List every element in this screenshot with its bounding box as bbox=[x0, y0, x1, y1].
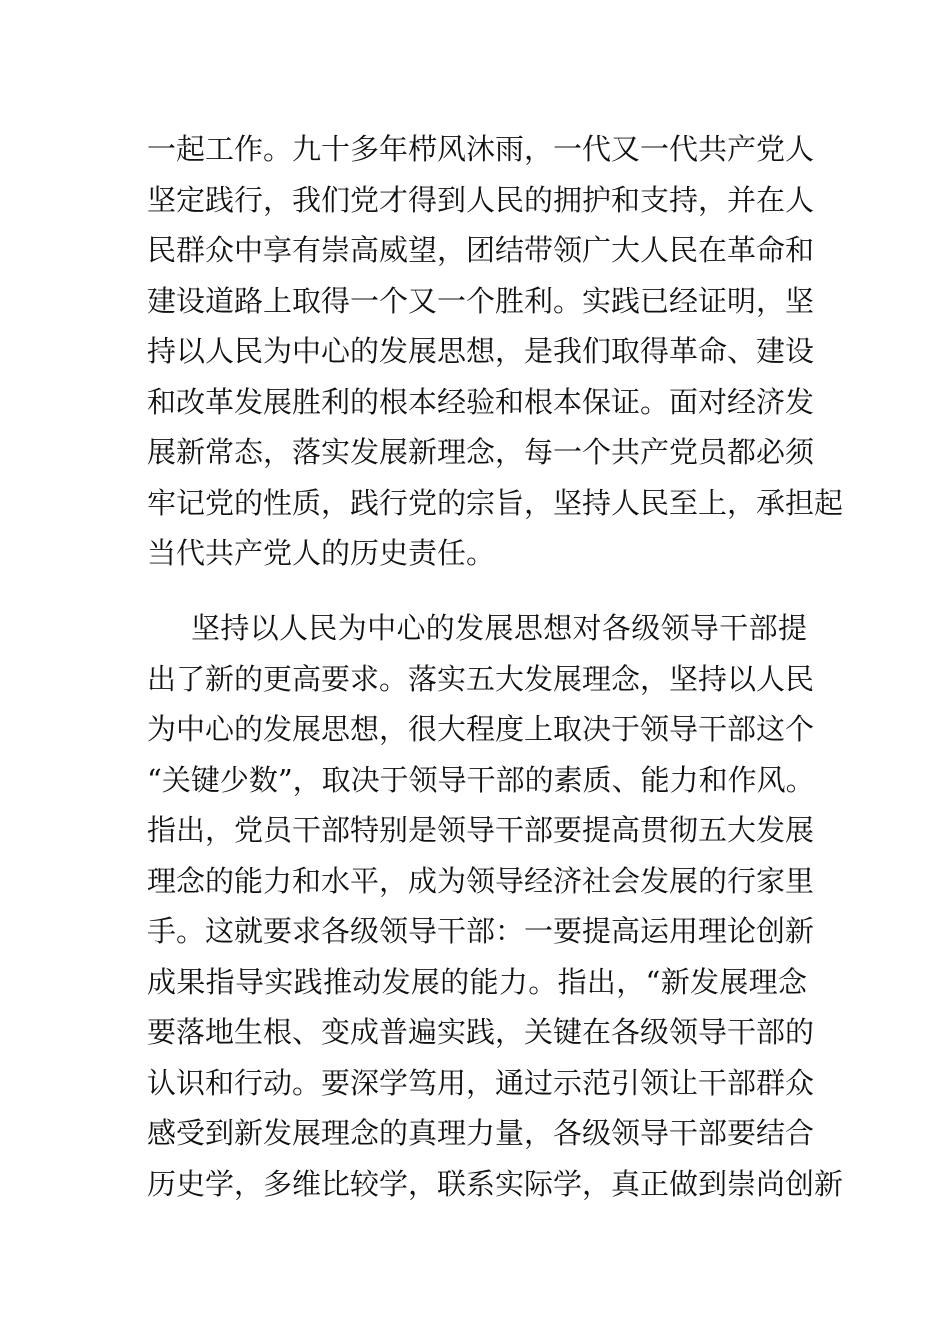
paragraph-line: 和改革发展胜利的根本经验和根本保证。面对经济发 bbox=[147, 384, 815, 419]
paragraph-line: 展新常态，落实发展新理念，每一个共产党员都必须 bbox=[147, 435, 815, 469]
paragraph-1 bbox=[147, 124, 844, 579]
paragraph-line: 民群众中享有崇高威望，团结带领广大人民在革命和 bbox=[147, 233, 815, 267]
paragraph-line: 认识和行动。要深学笃用，通过示范引领让干部群众 bbox=[147, 1065, 815, 1100]
paragraph-line: 指出，党员干部特别是领导干部要提高贯彻五大发展 bbox=[147, 813, 815, 847]
paragraph-line: 坚定践行，我们党才得到人民的拥护和支持，并在人 bbox=[147, 182, 815, 217]
paragraph-line: 坚持以人民为中心的发展思想对各级领导干部提 bbox=[191, 611, 807, 645]
paragraph-line: 出了新的更高要求。落实五大发展理念，坚持以人民 bbox=[147, 661, 815, 696]
paragraph-line: 理念的能力和水平，成为领导经济社会发展的行家里 bbox=[147, 863, 815, 898]
paragraph-line: 建设道路上取得一个又一个胜利。实践已经证明，坚 bbox=[147, 283, 815, 318]
paragraph-line: 牢记党的性质，践行党的宗旨，坚持人民至上，承担起 bbox=[147, 485, 844, 520]
paragraph-line: 感受到新发展理念的真理力量，各级领导干部要结合 bbox=[147, 1116, 815, 1150]
paragraph-line: 历史学，多维比较学，联系实际学，真正做到崇尚创新 bbox=[147, 1166, 844, 1201]
paragraph-line: 一起工作。九十多年栉风沐雨，一代又一代共产党人 bbox=[147, 132, 815, 166]
paragraph-line: 手。这就要求各级领导干部：一要提高运用理论创新 bbox=[147, 914, 815, 948]
paragraph-line: 成果指导实践推动发展的能力。指出，“新发展理念 bbox=[147, 964, 807, 999]
paragraph-2 bbox=[147, 603, 844, 1209]
paragraph-line: 为中心的发展思想，很大程度上取决于领导干部这个 bbox=[147, 712, 815, 746]
paragraph-line: “关键少数”，取决于领导干部的素质、能力和作风。 bbox=[147, 762, 815, 797]
paragraph-line: 要落地生根、变成普遍实践，关键在各级领导干部的 bbox=[147, 1015, 815, 1049]
paragraph-line: 当代共产党人的历史责任。 bbox=[147, 536, 496, 570]
paragraph-line: 持以人民为中心的发展思想，是我们取得革命、建设 bbox=[147, 334, 815, 368]
